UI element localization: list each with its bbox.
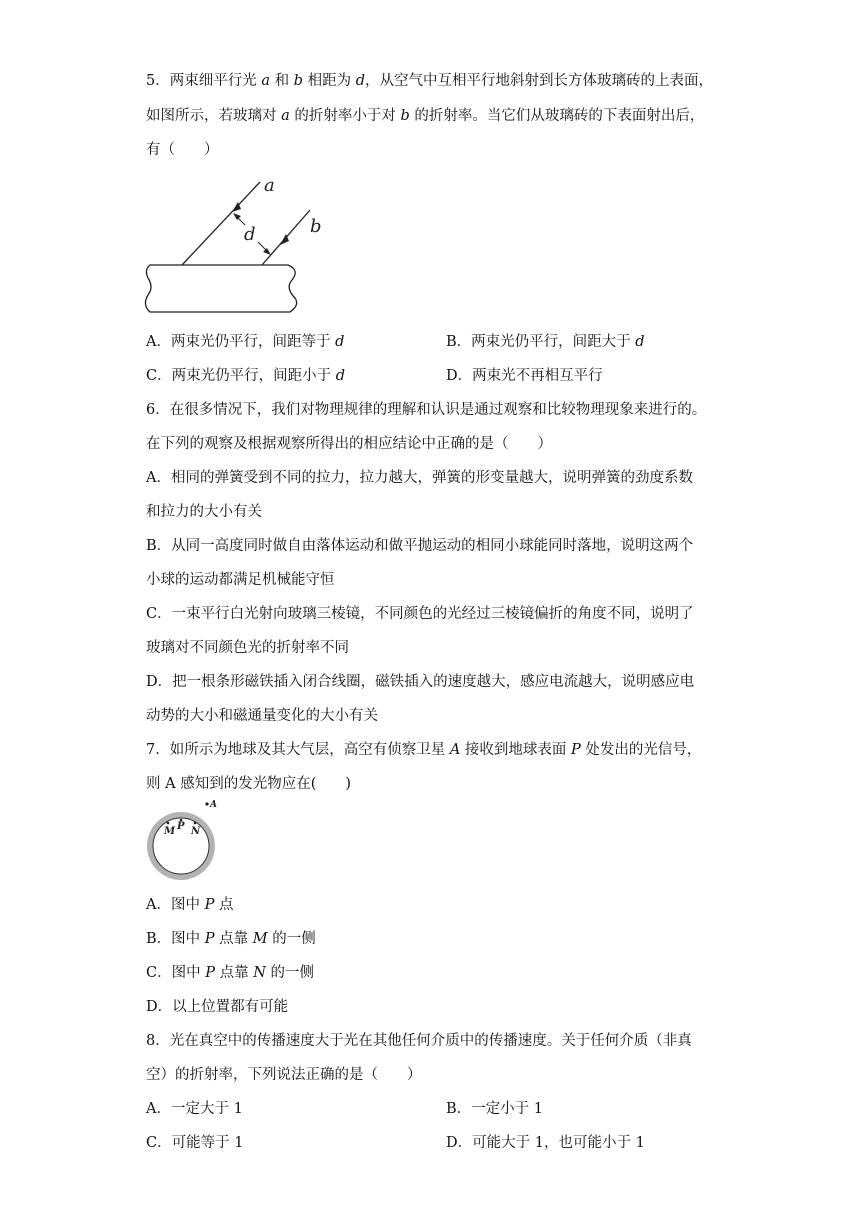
q6-option-b[interactable]: B．从同一高度同时做自由落体运动和做平抛运动的相同小球能同时落地，说明这两个 — [146, 538, 694, 554]
q6-line-1: 6．在很多情况下，我们对物理规律的理解和认识是通过观察和比较物理现象来进行的。 — [146, 402, 707, 418]
label-satellite-a: A — [210, 800, 217, 810]
label-b: b — [310, 216, 322, 237]
label-d: d — [244, 224, 256, 245]
label-p: P — [177, 821, 185, 832]
q5-option-a[interactable]: A．两束光仍平行，间距等于 d — [146, 334, 345, 350]
q5-line-1: 5．两束细平行光 a 和 b 相距为 d，从空气中互相平行地斜射到长方体玻璃砖的上表面， — [146, 73, 714, 89]
q6-option-d-cont: 动势的大小和磁通量变化的大小有关 — [146, 708, 378, 724]
q7-line-2: 则 A 感知到的发光物应在( ) — [146, 776, 352, 792]
q5-line-3: 有（ ） — [146, 142, 219, 158]
q6-option-d[interactable]: D．把一根条形磁铁插入闭合线圈，磁铁插入的速度越大，感应电流越大，说明感应电 — [146, 674, 695, 690]
label-n: N — [191, 826, 201, 837]
q6-option-c-cont: 玻璃对不同颜色光的折射率不同 — [146, 640, 349, 656]
q6-option-a-cont: 和拉力的大小有关 — [146, 504, 262, 520]
q6-option-a[interactable]: A．相同的弹簧受到不同的拉力，拉力越大，弹簧的形变量越大，说明弹簧的劲度系数 — [146, 470, 693, 486]
d-arrowhead-bottom — [263, 248, 271, 255]
q8-option-d[interactable]: D．可能大于 1，也可能小于 1 — [446, 1135, 645, 1151]
point-n-dot — [194, 822, 197, 825]
q7-option-d[interactable]: D．以上位置都有可能 — [146, 999, 289, 1015]
glass-brick — [145, 265, 296, 312]
d-arrowhead-top — [233, 213, 241, 220]
label-m: M — [164, 826, 176, 837]
q8-line-2: 空）的折射率，下列说法正确的是（ ） — [146, 1067, 422, 1083]
q6-option-b-cont: 小球的运动都满足机械能守恒 — [146, 572, 335, 588]
earth-atmosphere-figure — [144, 796, 224, 882]
q8-line-1: 8．光在真空中的传播速度大于光在其他任何介质中的传播速度。关于任何介质（非真 — [146, 1033, 692, 1049]
q5-line-2: 如图所示，若玻璃对 a 的折射率小于对 b 的折射率。当它们从玻璃砖的下表面射出后， — [146, 108, 705, 124]
q5-option-d[interactable]: D．两束光不再相互平行 — [446, 368, 603, 384]
q5-option-c[interactable]: C．两束光仍平行，间距小于 d — [146, 368, 345, 384]
q7-option-a[interactable]: A．图中 P 点 — [146, 897, 234, 913]
glass-brick-figure — [140, 170, 320, 320]
label-a: a — [264, 175, 275, 196]
q7-option-c[interactable]: C．图中 P 点靠 N 的一侧 — [146, 965, 314, 981]
q6-option-c[interactable]: C．一束平行白光射向玻璃三棱镜，不同颜色的光经过三棱镜偏折的角度不同，说明了 — [146, 606, 694, 622]
q8-option-b[interactable]: B．一定小于 1 — [446, 1101, 543, 1117]
q8-option-a[interactable]: A．一定大于 1 — [146, 1101, 243, 1117]
satellite-a-dot — [205, 802, 208, 805]
q7-line-1: 7．如所示为地球及其大气层，高空有侦察卫星 A 接收到地球表面 P 处发出的光信号， — [146, 742, 702, 758]
q5-option-b[interactable]: B．两束光仍平行，间距大于 d — [446, 334, 645, 350]
point-m-dot — [167, 822, 170, 825]
q6-line-2: 在下列的观察及根据观察所得出的相应结论中正确的是（ ） — [146, 436, 552, 452]
q7-option-b[interactable]: B．图中 P 点靠 M 的一侧 — [146, 931, 316, 947]
q8-option-c[interactable]: C．可能等于 1 — [146, 1135, 244, 1151]
